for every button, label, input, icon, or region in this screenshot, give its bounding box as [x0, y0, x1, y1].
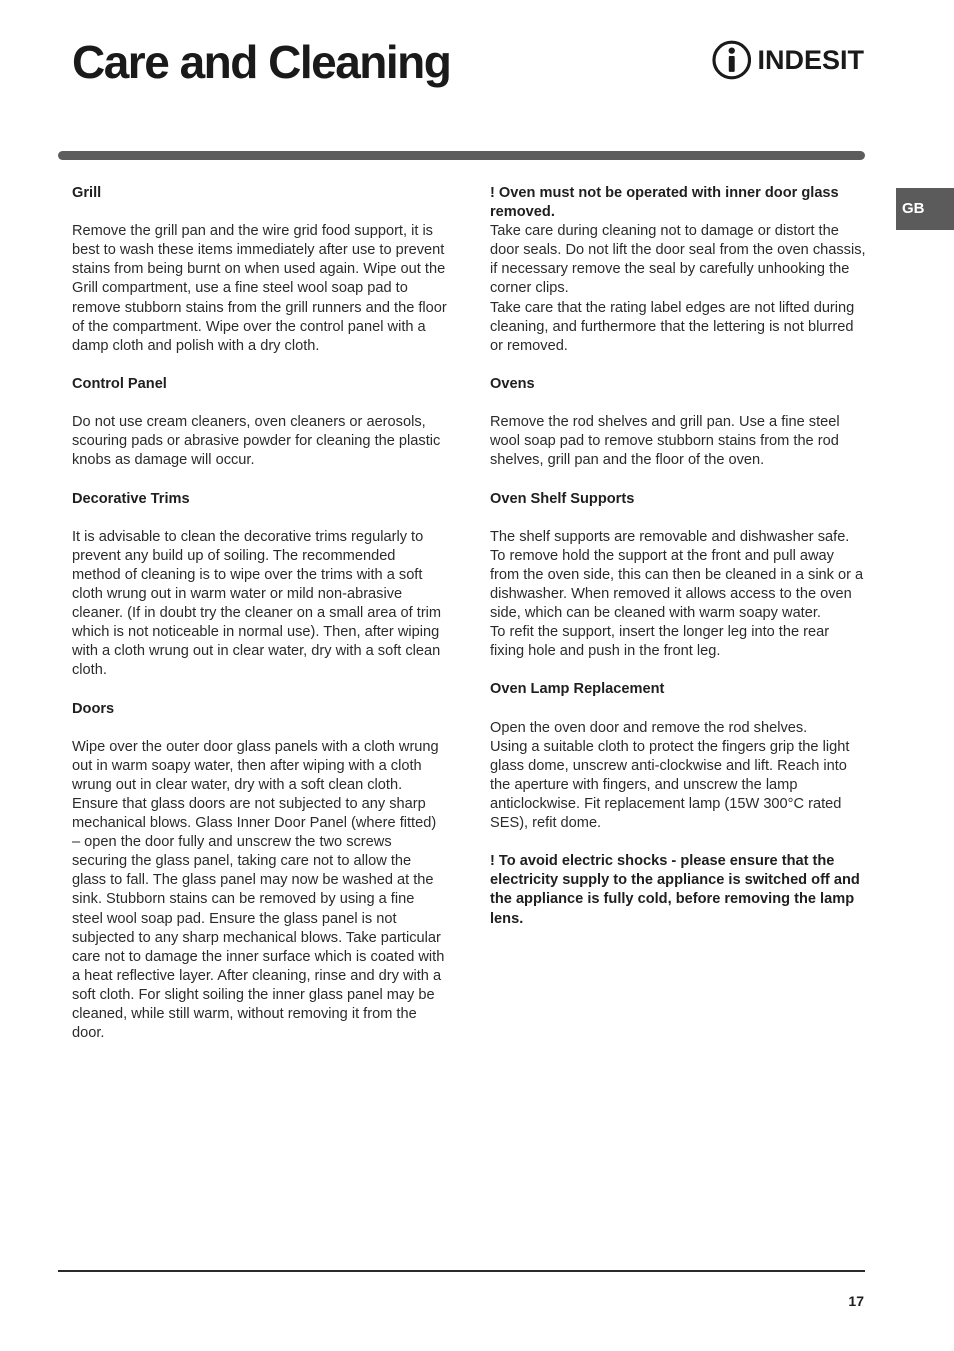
- footer-divider: [58, 1270, 865, 1272]
- section-heading: Control Panel: [72, 375, 167, 392]
- grill-section: [72, 184, 448, 356]
- section-text: To remove hold the support at the front and pull away from the oven side, this can then be cleaned in a sink or a dishwasher. When removed it allows access to the oven side, which can be cleaned with warm soapy water.: [490, 547, 864, 622]
- section-text: The shelf supports are removable and dishwasher safe.: [490, 528, 850, 545]
- section-text: Remove the grill pan and the wire grid food support, it is best to wash these items immediately after use to prevent stains from being burnt on when used again. Wipe out the Grill compartment, use a fine steel wool soap pad to remove stubborn stains from the grill runners and the floor of the compartment. Wipe over the control panel with a damp cloth and polish with a dry cloth.: [72, 223, 447, 354]
- section-heading: Ovens: [490, 375, 535, 392]
- section-heading: Oven Shelf Supports: [490, 490, 635, 507]
- section-heading: Doors: [72, 700, 115, 717]
- doors-section: [72, 700, 448, 1044]
- control-panel-section: [72, 375, 448, 470]
- decorative-trims-section: [72, 490, 448, 681]
- page-title: Care and Cleaning: [72, 36, 451, 88]
- left-column: [72, 184, 448, 1062]
- ovens-section: [490, 375, 866, 470]
- section-text: Open the oven door and remove the rod shelves.: [490, 719, 808, 736]
- door-glass-warning-section: [490, 184, 866, 356]
- section-heading: Grill: [72, 185, 102, 201]
- language-tab: GB: [896, 188, 954, 230]
- indesit-logo-icon: [712, 38, 751, 82]
- section-text: Wipe over the outer door glass panels with a cloth wrung out in warm soapy water, then after wiping with a cloth wrung out in clear water, dry with a soft clean cloth. Ensure that glass doors are not subjected to any sharp mechanical blows. Glass Inner Door Panel (where fitted) – open the door fully and unscrew the two screws securing the glass panel, taking care not to allow the glass to fall. The glass panel may now be washed at the sink. Stubborn stains can be removed by using a fine steel wool soap pad. Ensure the glass panel is not subjected to any sharp mechanical blows. Take particular care not to damage the inner surface which is coated with a heat reflective layer. After cleaning, rinse and dry with a soft cloth. For slight soiling the inner glass panel may be cleaned, while still warm, without removing it from the door.: [72, 738, 445, 1042]
- page-number: 17: [848, 1293, 864, 1309]
- section-text: Do not use cream cleaners, oven cleaners or aerosols, scouring pads or abrasive powder for cleaning the plastic knobs as damage will occur.: [72, 414, 441, 469]
- electric-shock-warning-section: [490, 852, 866, 928]
- section-heading: Oven Lamp Replacement: [490, 681, 665, 698]
- brand-name: INDESIT: [757, 45, 864, 75]
- brand-logo: [712, 38, 864, 82]
- section-text: Take care during cleaning not to damage or distort the door seals. Do not lift the door seal from the oven chassis, if necessary remove the seal by carefully unhooking the corner clips.: [490, 223, 866, 297]
- section-text: Remove the rod shelves and grill pan. Use a fine steel wool soap pad to remove stubborn stains from the rod shelves, grill pan and the floor of the oven.: [490, 414, 840, 469]
- lamp-replacement-section: [490, 680, 866, 833]
- section-text: Using a suitable cloth to protect the fingers grip the light glass dome, unscrew anti-clockwise and lift. Reach into the aperture with fingers, and unscrew the lamp anticlockwise. Fit replacement lamp (15W 300°C rated SES), refit dome.: [490, 738, 850, 832]
- section-text: Take care that the rating label edges are not lifted during cleaning, and furthermore that the lettering is not blurred or removed.: [490, 299, 855, 354]
- section-text: To refit the support, insert the longer leg into the rear fixing hole and push in the front leg.: [490, 624, 830, 660]
- shelf-supports-section: [490, 490, 866, 662]
- warning-text: ! To avoid electric shocks - please ensure that the electricity supply to the appliance is switched off and the appliance is fully cold, before removing the lamp lens.: [490, 853, 860, 927]
- section-text: It is advisable to clean the decorative trims regularly to prevent any build up of soiling. The recommended method of cleaning is to wipe over the trims with a soft cloth wrung out in warm water or mild non-abrasive cleaner. (If in doubt try the cleaner on a small area of trim which is not noticeable in normal use). Then, after wiping with a cloth wrung out in clear water, dry with a soft clean cloth.: [72, 528, 442, 679]
- right-column: [490, 184, 866, 929]
- warning-heading: ! Oven must not be operated with inner door glass removed.: [490, 185, 839, 221]
- header-divider: [58, 151, 865, 160]
- section-heading: Decorative Trims: [72, 490, 190, 507]
